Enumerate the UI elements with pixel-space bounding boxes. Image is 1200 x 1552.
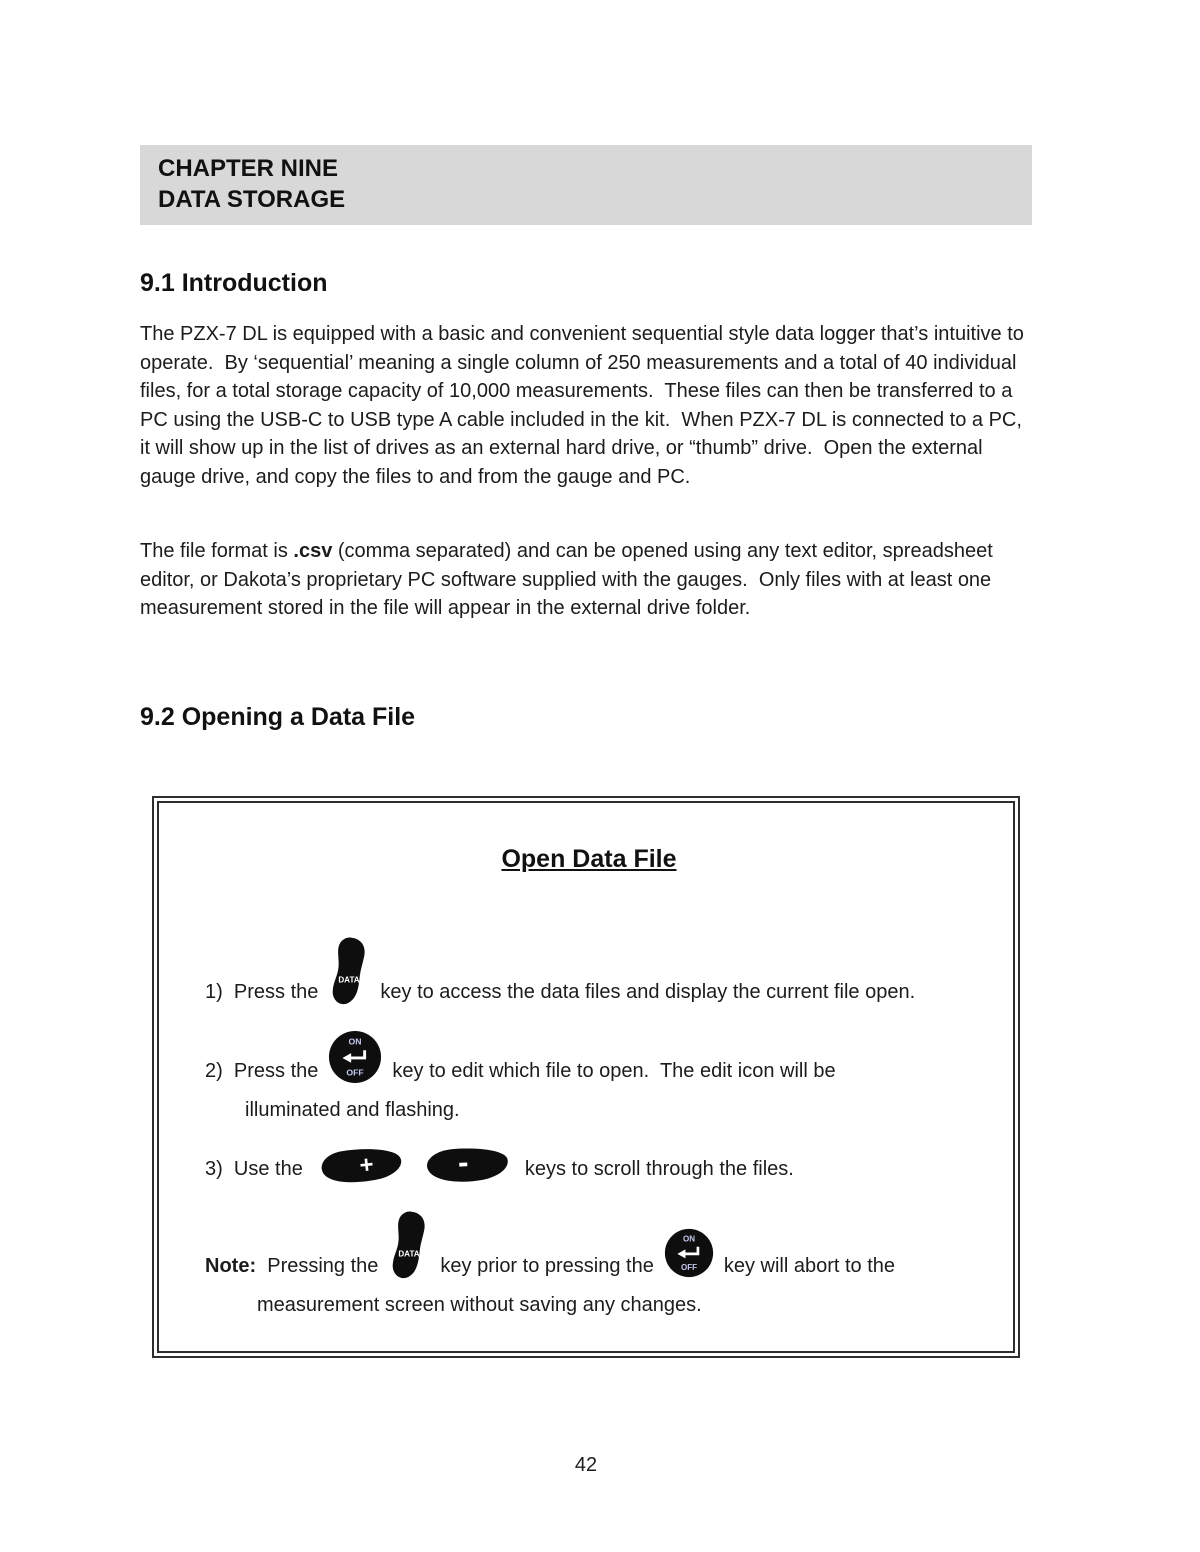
note-continuation: measurement screen without saving any changes. bbox=[257, 1293, 702, 1316]
on-off-key-icon bbox=[328, 1030, 382, 1084]
step-1-text-post: key to access the data files and display the current file open. bbox=[380, 980, 916, 1003]
step-3-text-post: keys to scroll through the files. bbox=[524, 1157, 794, 1180]
chapter-title: CHAPTER NINE bbox=[158, 155, 339, 182]
svg-text:+: + bbox=[358, 1150, 375, 1179]
step-2-continuation: illuminated and flashing. bbox=[245, 1098, 460, 1121]
page-number: 42 bbox=[574, 1453, 598, 1476]
svg-text:DATA: DATA bbox=[398, 1248, 421, 1258]
data-key-icon bbox=[328, 936, 370, 1006]
step-3-text-pre: 3) Use the bbox=[205, 1157, 303, 1180]
svg-text:ON: ON bbox=[348, 1035, 362, 1046]
note-label: Note: bbox=[205, 1254, 257, 1277]
para2-text-pre: The file format is bbox=[140, 540, 294, 562]
manual-page-content bbox=[140, 0, 1032, 1477]
chapter-subtitle: DATA STORAGE bbox=[158, 186, 346, 213]
step-2-text-pre: 2) Press the bbox=[205, 1059, 319, 1082]
on-off-key-icon bbox=[664, 1228, 714, 1278]
note-text-3: key will abort to the bbox=[723, 1254, 896, 1277]
step-2-text-post: key to edit which file to open. The edit icon will be bbox=[392, 1059, 836, 1082]
plus-key-icon bbox=[313, 1139, 409, 1190]
intro-paragraph-2 bbox=[140, 537, 1032, 623]
section-9-2-heading: 9.2 Opening a Data File bbox=[140, 702, 416, 731]
step-2 bbox=[205, 1030, 973, 1085]
open-data-file-box bbox=[152, 796, 1020, 1358]
step-3 bbox=[205, 1144, 973, 1186]
note-text-2: key prior to pressing the bbox=[440, 1254, 654, 1277]
minus-key-icon bbox=[420, 1141, 514, 1188]
data-key-icon bbox=[388, 1210, 430, 1280]
section-9-1-heading: 9.1 Introduction bbox=[140, 269, 328, 297]
step-1-text-pre: 1) Press the bbox=[205, 980, 319, 1003]
note-text-1: Pressing the bbox=[256, 1254, 379, 1277]
step-1 bbox=[205, 936, 973, 1006]
svg-text:OFF: OFF bbox=[680, 1262, 697, 1272]
svg-text:ON: ON bbox=[682, 1233, 695, 1243]
note-line bbox=[205, 1210, 973, 1280]
intro-paragraph-1: The PZX-7 DL is equipped with a basic and convenient sequential style data logger that’s intuitive to operate. By ‘sequential’ meaning a single column of 250 measurements and a total of 40 individual files, for a total storage capacity of 10,000 measurements. These files can then be transferred to a PC using the USB-C to USB type A cable included in the kit. When PZX-7 DL is connected to a PC, it will show up in the list of drives as an external hard drive, or “thumb” drive. Open the external gauge drive, and copy the files to and from the gauge and PC. bbox=[140, 323, 1030, 488]
para2-text-post: (comma separated) and can be opened using any text editor, spreadsheet editor, or Dakota’s proprietary PC software supplied with the gauges. Only files with at least one measurement stored in the file will appear in the external drive folder. bbox=[140, 540, 999, 619]
csv-bold-text: .csv bbox=[293, 540, 333, 562]
svg-text:-: - bbox=[456, 1143, 470, 1180]
box-title: Open Data File bbox=[501, 844, 677, 873]
svg-text:DATA: DATA bbox=[338, 974, 361, 984]
chapter-banner bbox=[140, 145, 1032, 225]
open-data-file-box-inner bbox=[157, 801, 1015, 1353]
svg-text:OFF: OFF bbox=[346, 1066, 365, 1077]
